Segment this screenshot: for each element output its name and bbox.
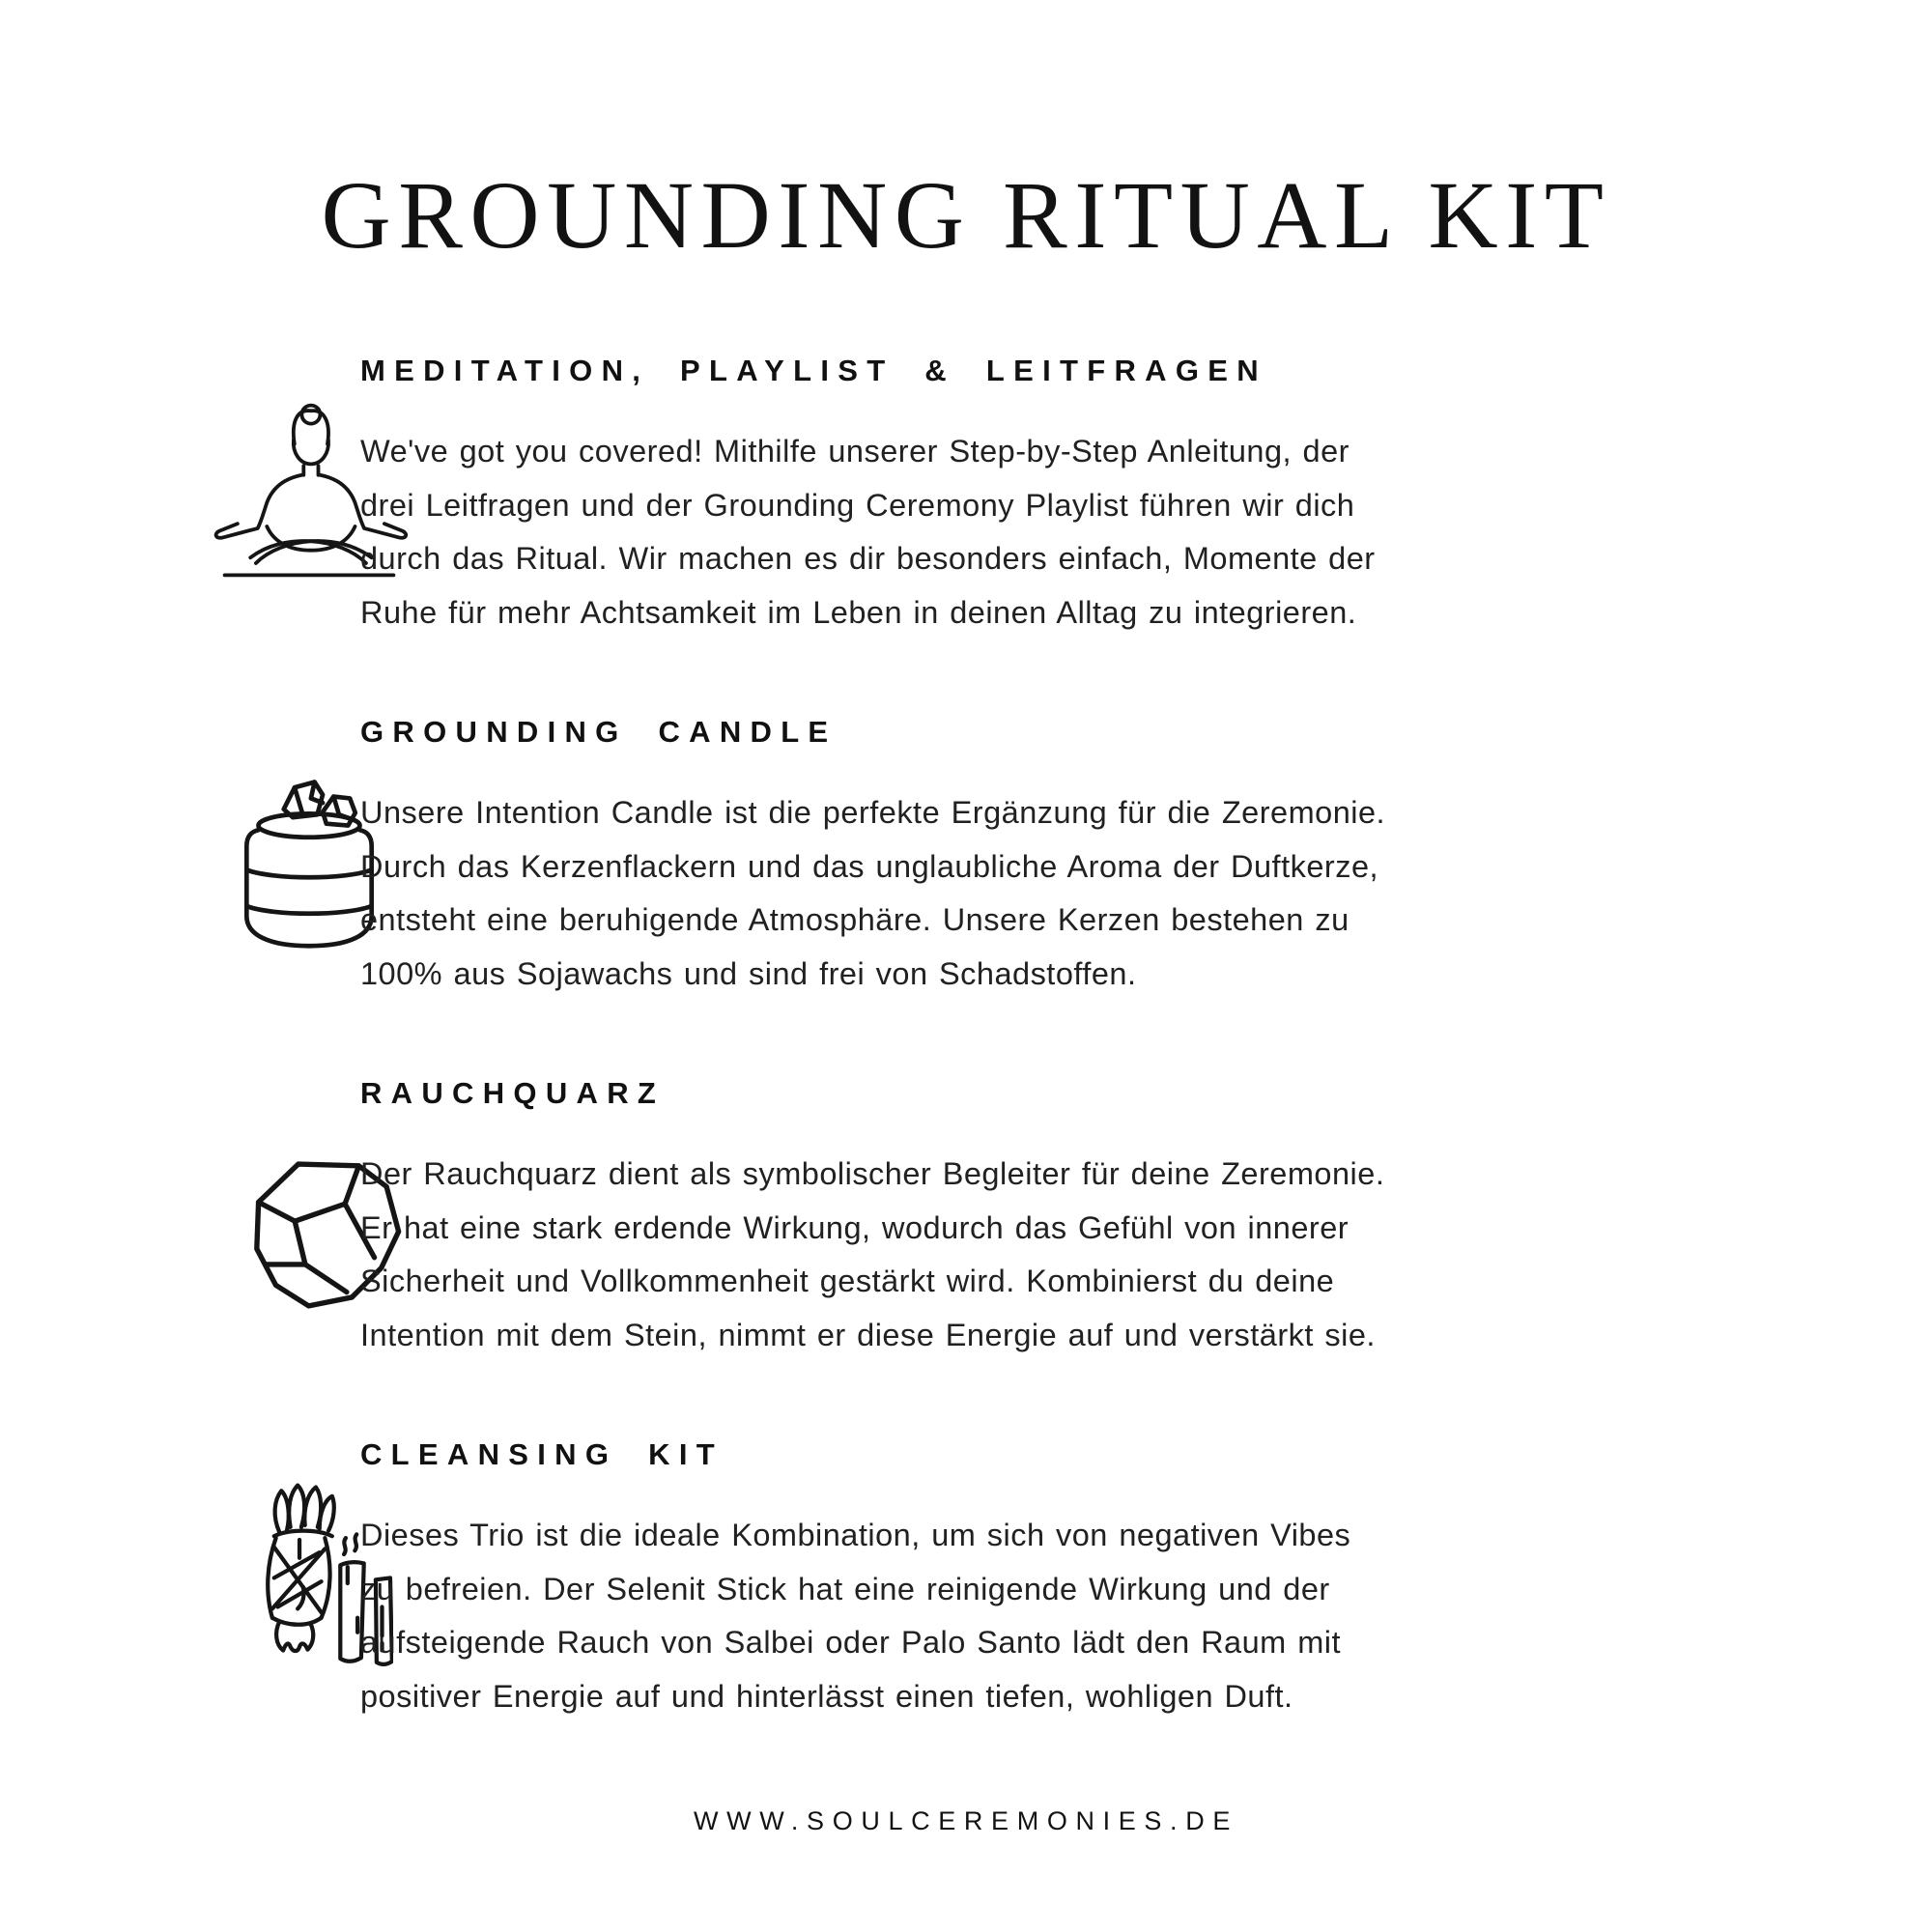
page-title: GROUNDING RITUAL KIT: [321, 161, 1611, 269]
website-url: WWW.SOULCEREMONIES.DE: [694, 1806, 1238, 1835]
section-heading: MEDITATION, PLAYLIST & LEITFRAGEN: [360, 354, 1267, 387]
body-line: Ruhe für mehr Achtsamkeit im Leben in deinen Alltag zu integrieren.: [360, 594, 1357, 630]
body-line: Sicherheit und Vollkommenheit gestärkt wird. Kombinierst du deine: [360, 1264, 1335, 1298]
body-line: Intention mit dem Stein, nimmt er diese Energie auf und verstärkt sie.: [360, 1317, 1376, 1352]
body-line: positiver Energie auf und hinterlässt einen tiefen, wohligen Duft.: [360, 1678, 1293, 1714]
body-line: durch das Ritual. Wir machen es dir besonders einfach, Momente der: [360, 541, 1376, 576]
section-heading: CLEANSING KIT: [360, 1437, 724, 1471]
body-line: aufsteigende Rauch von Salbei oder Palo Santo lädt den Raum mit: [360, 1625, 1341, 1660]
section-body: [360, 1148, 1713, 1362]
section-body: [360, 425, 1713, 639]
section-body: [360, 786, 1713, 1001]
section-cleansing-kit: [360, 1437, 1713, 1723]
section-rauchquarz: [360, 1076, 1713, 1362]
body-line: We've got you covered! Mithilfe unserer Step-by-Step Anleitung, der: [360, 434, 1350, 469]
body-line: Unsere Intention Candle ist die perfekte Ergänzung für die Zeremonie.: [360, 795, 1386, 830]
body-line: 100% aus Sojawachs und sind frei von Schadstoffen.: [360, 955, 1137, 991]
section-heading: GROUNDING CANDLE: [360, 715, 838, 749]
section-heading: RAUCHQUARZ: [360, 1076, 666, 1110]
body-line: drei Leitfragen und der Grounding Ceremony Playlist führen wir dich: [360, 487, 1355, 523]
body-line: zu befreien. Der Selenit Stick hat eine reinigende Wirkung und der: [360, 1571, 1330, 1606]
body-line: Durch das Kerzenflackern und das unglaubliche Aroma der Duftkerze,: [360, 848, 1379, 884]
section-grounding-candle: [360, 715, 1713, 1001]
section-meditation: [360, 354, 1713, 639]
body-line: Der Rauchquarz dient als symbolischer Begleiter für deine Zeremonie.: [360, 1156, 1385, 1191]
body-line: Er hat eine stark erdende Wirkung, wodurch das Gefühl von innerer: [360, 1209, 1350, 1245]
section-body: [360, 1509, 1713, 1723]
body-line: entsteht eine beruhigende Atmosphäre. Unsere Kerzen bestehen zu: [360, 902, 1350, 937]
body-line: Dieses Trio ist die ideale Kombination, um sich von negativen Vibes: [360, 1518, 1351, 1552]
